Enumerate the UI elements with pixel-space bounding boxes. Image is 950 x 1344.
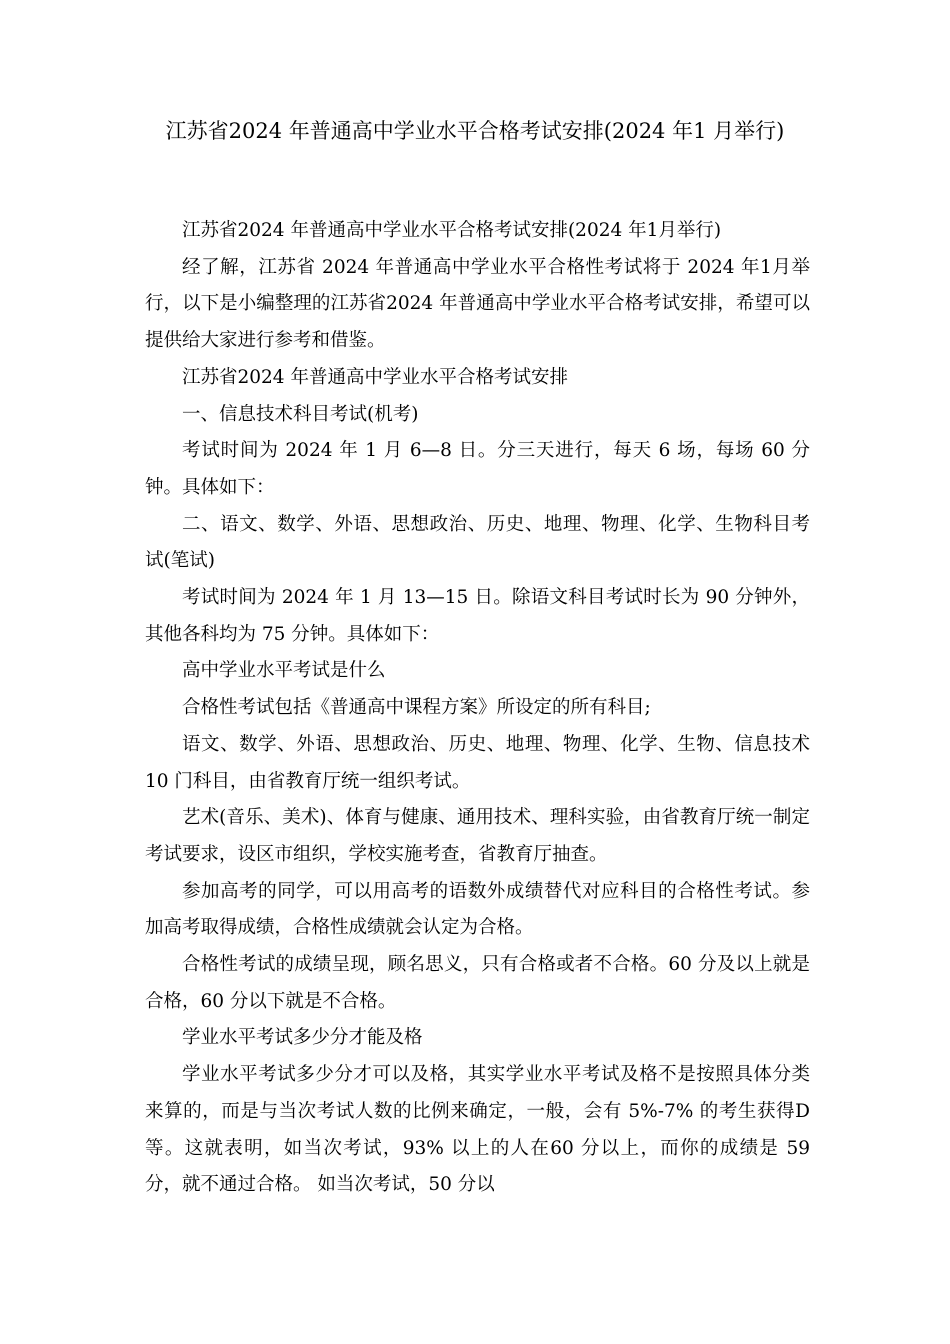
paragraph: 合格性考试包括《普通高中课程方案》所设定的所有科目;: [182, 697, 651, 719]
section-heading: 学业水平考试多少分才能及格: [182, 1027, 423, 1049]
paragraph: 合格性考试的成绩呈现，顾名思义，只有合格或者不合格。60 分及以上就是合格，60 分以下就是不合格。: [145, 954, 810, 1012]
paragraph: 语文、数学、外语、思想政治、历史、地理、物理、化学、生物、信息技术 10 门科目，由省教育厅统一组织考试。: [145, 733, 810, 792]
paragraph: 江苏省2024 年普通高中学业水平合格考试安排(2024 年1月举行): [182, 220, 722, 241]
section-heading: 一、信息技术科目考试(机考): [182, 403, 419, 425]
paragraph: 考试时间为 2024 年 1 月 13—15 日。除语文科目考试时长为 90 分钟外，其他各科均为 75 分钟。具体如下：: [145, 587, 810, 645]
paragraph: 学业水平考试多少分才可以及格，其实学业水平考试及格不是按照具体分类来算的，而是与当次考试人数的比例来确定，一般，会有 5%-7% 的考生获得D 等。这就表明，如当次考试，93% 以上的人在60 分以上，而你的成绩是 59 分，就不通过合格。 如当次考试，50 分以: [145, 1064, 810, 1196]
document-title: 江苏省2024 年普通高中学业水平合格考试安排(2024 年1 月举行): [165, 119, 785, 143]
paragraph: 参加高考的同学，可以用高考的语数外成绩替代对应科目的合格性考试。参加高考取得成绩，合格性成绩就会认定为合格。: [145, 880, 810, 939]
paragraph: 考试时间为 2024 年 1 月 6—8 日。分三天进行，每天 6 场，每场 60 分钟。具体如下：: [145, 440, 810, 498]
section-heading: 二、语文、数学、外语、思想政治、历史、地理、物理、化学、生物科目考试(笔试): [145, 513, 810, 572]
paragraph: 艺术(音乐、美术)、体育与健康、通用技术、理科实验，由省教育厅统一制定考试要求，设区市组织，学校实施考查，省教育厅抽查。: [145, 807, 810, 865]
document-body: [145, 213, 810, 1204]
paragraph: 经了解，江苏省 2024 年普通高中学业水平合格性考试将于 2024 年1月举行，以下是小编整理的江苏省2024 年普通高中学业水平合格考试安排，希望可以提供给大家进行参考和借鉴。: [145, 256, 810, 352]
paragraph: 江苏省2024 年普通高中学业水平合格考试安排: [182, 366, 568, 388]
section-heading: 高中学业水平考试是什么: [182, 660, 386, 682]
